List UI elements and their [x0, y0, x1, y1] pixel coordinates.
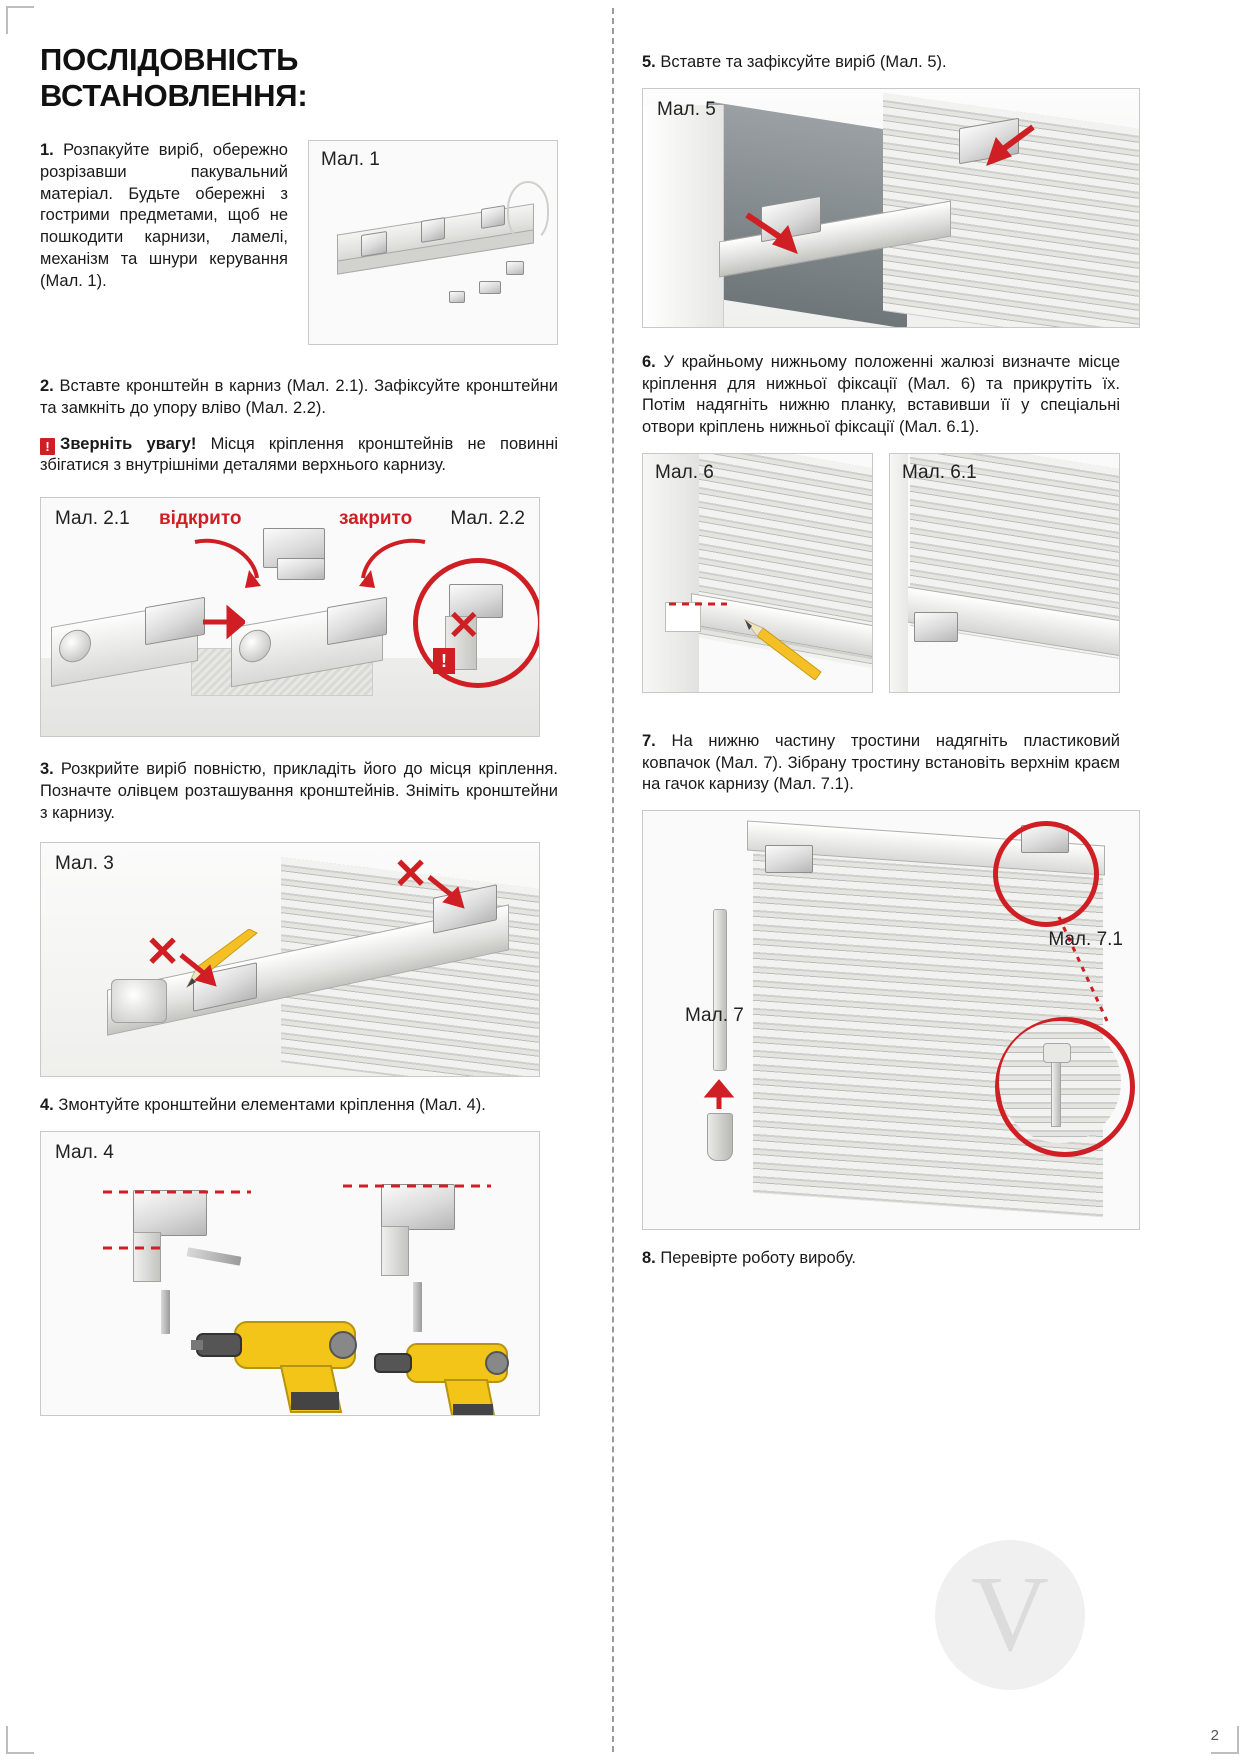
- bracket-fig7-left: [765, 845, 813, 873]
- step4-paragraph: [40, 1095, 558, 1117]
- step2-warning: [40, 434, 558, 478]
- screw-right-vertical: [413, 1282, 422, 1332]
- figure-7: [642, 810, 1140, 1230]
- arrow-slide-right: [201, 602, 245, 642]
- step6-paragraph: [642, 352, 1120, 439]
- figure-61-label: Мал. 6.1: [902, 461, 977, 483]
- left-column: [40, 28, 580, 1730]
- page-number: 2: [1210, 1727, 1219, 1744]
- step8-text: Перевірте роботу виробу.: [660, 1249, 856, 1268]
- arrow-fig5-left: [743, 209, 815, 257]
- figures-6-row: [642, 453, 1120, 709]
- step3-number: 3.: [40, 760, 54, 779]
- small-part-c: [449, 291, 465, 303]
- wall-fig6: [643, 454, 699, 693]
- step2-paragraph: [40, 376, 558, 420]
- wall-fig61: [890, 454, 908, 693]
- page-title: ПОСЛІДОВНІСТЬ ВСТАНОВЛЕННЯ:: [40, 42, 308, 113]
- step5-paragraph: [642, 52, 1120, 74]
- headrail-end-cap: [111, 979, 167, 1023]
- corner-mark-top-left: [6, 6, 34, 34]
- step2-text: Вставте кронштейн в карниз (Мал. 2.1). Зафіксуйте кронштейни та замкніть до упору вліво (Мал. 2.2).: [40, 377, 558, 417]
- column-divider: [612, 8, 614, 1752]
- figure-3-label: Мал. 3: [55, 853, 114, 875]
- bottom-fixation-fig61: [914, 612, 958, 642]
- cross-icon-right: ✕: [393, 850, 429, 898]
- small-part-b: [479, 281, 501, 294]
- figure-61: [889, 453, 1120, 693]
- bracket-part-a: [361, 231, 387, 257]
- drill-icon-right: [371, 1328, 540, 1416]
- arrow-closed-to-bracket: [341, 534, 431, 604]
- step3-paragraph: [40, 759, 558, 824]
- figure-2: [40, 497, 540, 737]
- detail-hook: [1043, 1043, 1071, 1063]
- detail-zoom-content: [999, 1021, 1121, 1143]
- figure-71-label: Мал. 7.1: [1048, 929, 1123, 951]
- figure-4: [40, 1131, 540, 1416]
- step2-block: [40, 376, 558, 477]
- arrow-open-to-bracket: [191, 534, 271, 604]
- corner-mark-bottom-left: [6, 1726, 34, 1754]
- arrow-wand-up: [703, 1079, 737, 1113]
- figure-7-label: Мал. 7: [685, 1005, 744, 1027]
- figure-4-label: Мал. 4: [55, 1142, 114, 1164]
- cross-icon: ✕: [447, 604, 481, 649]
- screw-left-vertical: [161, 1290, 170, 1334]
- step2-number: 2.: [40, 377, 54, 395]
- pencil-icon-fig6: [721, 600, 831, 680]
- step7-text: На нижню частину тростини надягніть пластиковий ковпачок (Мал. 7). Зібрану тростину встановіть верхнім краєм на гачок карнизу (Мал. 7.1).: [642, 731, 1120, 794]
- arrow-fig5-right: [973, 123, 1045, 171]
- control-cord: [507, 181, 549, 243]
- step6-number: 6.: [642, 352, 656, 371]
- arrow-fig3-left: [177, 949, 233, 993]
- cross-icon-left: ✕: [145, 928, 181, 976]
- step5-number: 5.: [642, 53, 656, 71]
- page-columns: [40, 28, 1205, 1730]
- warning-icon: !: [40, 438, 55, 455]
- figure-1-label: Мал. 1: [321, 149, 380, 170]
- step1-text: Розпакуйте виріб, обережно розрізавши пакувальний матеріал. Будьте обережні з гострими предметами, щоб не пошкодити карнизи, ламелі, механізм та шнури керування (Мал. 1).: [40, 141, 288, 290]
- figure-21-label: Мал. 2.1: [55, 508, 130, 530]
- step3-text: Розкрийте виріб повністю, прикладіть його до місця кріплення. Позначте олівцем розташування кронштейнів. Зніміть кронштейни з карнизу.: [40, 760, 558, 822]
- watermark-logo: V: [935, 1540, 1085, 1690]
- arrow-fig3-right: [425, 871, 481, 915]
- figure-3: [40, 842, 540, 1077]
- tag-closed: закрито: [339, 508, 413, 530]
- figure-6: [642, 453, 873, 693]
- step8-number: 8.: [642, 1249, 656, 1268]
- figure-22-label: Мал. 2.2: [450, 508, 525, 530]
- bracket-detached-foot: [277, 558, 325, 580]
- step6-text: У крайньому нижньому положенні жалюзі визначте місце кріплення для нижньої фіксації (Мал. 6) та прикрутіть їх. Потім надягніть нижню планку, вставивши її у спеціальні отвори кріплень нижньої фіксації (Мал. 6.1).: [642, 352, 1120, 437]
- bracket-part-b: [421, 217, 445, 243]
- right-column: [580, 28, 1123, 1730]
- step8-paragraph: [642, 1248, 1120, 1270]
- wand-rod: [713, 909, 727, 1071]
- tag-open: відкрито: [159, 508, 242, 530]
- step4-number: 4.: [40, 1096, 54, 1115]
- figure-5: [642, 88, 1140, 328]
- step1-block: [40, 140, 558, 350]
- step1-number: 1.: [40, 141, 54, 159]
- small-part-a: [506, 261, 524, 275]
- window-frame-left: [643, 105, 724, 328]
- figure-5-label: Мал. 5: [657, 98, 716, 120]
- figure-6-label: Мал. 6: [655, 461, 714, 483]
- warning-text: Місця кріплення кронштейнів не повинні збігатися з внутрішніми деталями верхнього карнизу.: [40, 434, 558, 475]
- step5-text: Вставте та зафіксуйте виріб (Мал. 5).: [660, 53, 947, 71]
- warning-title: Зверніть увагу!: [60, 434, 197, 453]
- step7-paragraph: [642, 731, 1120, 796]
- detail-wand: [1051, 1055, 1061, 1127]
- exclamation-badge: !: [433, 648, 455, 674]
- step7-number: 7.: [642, 731, 656, 750]
- wand-cap: [707, 1113, 733, 1161]
- step1-paragraph: [40, 140, 288, 292]
- dash-guide-right: [341, 1172, 501, 1262]
- bracket-part-c: [481, 205, 505, 229]
- dash-guide-left: [101, 1178, 261, 1268]
- step4-text: Змонтуйте кронштейни елементами кріплення (Мал. 4).: [58, 1096, 486, 1115]
- figure-1: [308, 140, 558, 345]
